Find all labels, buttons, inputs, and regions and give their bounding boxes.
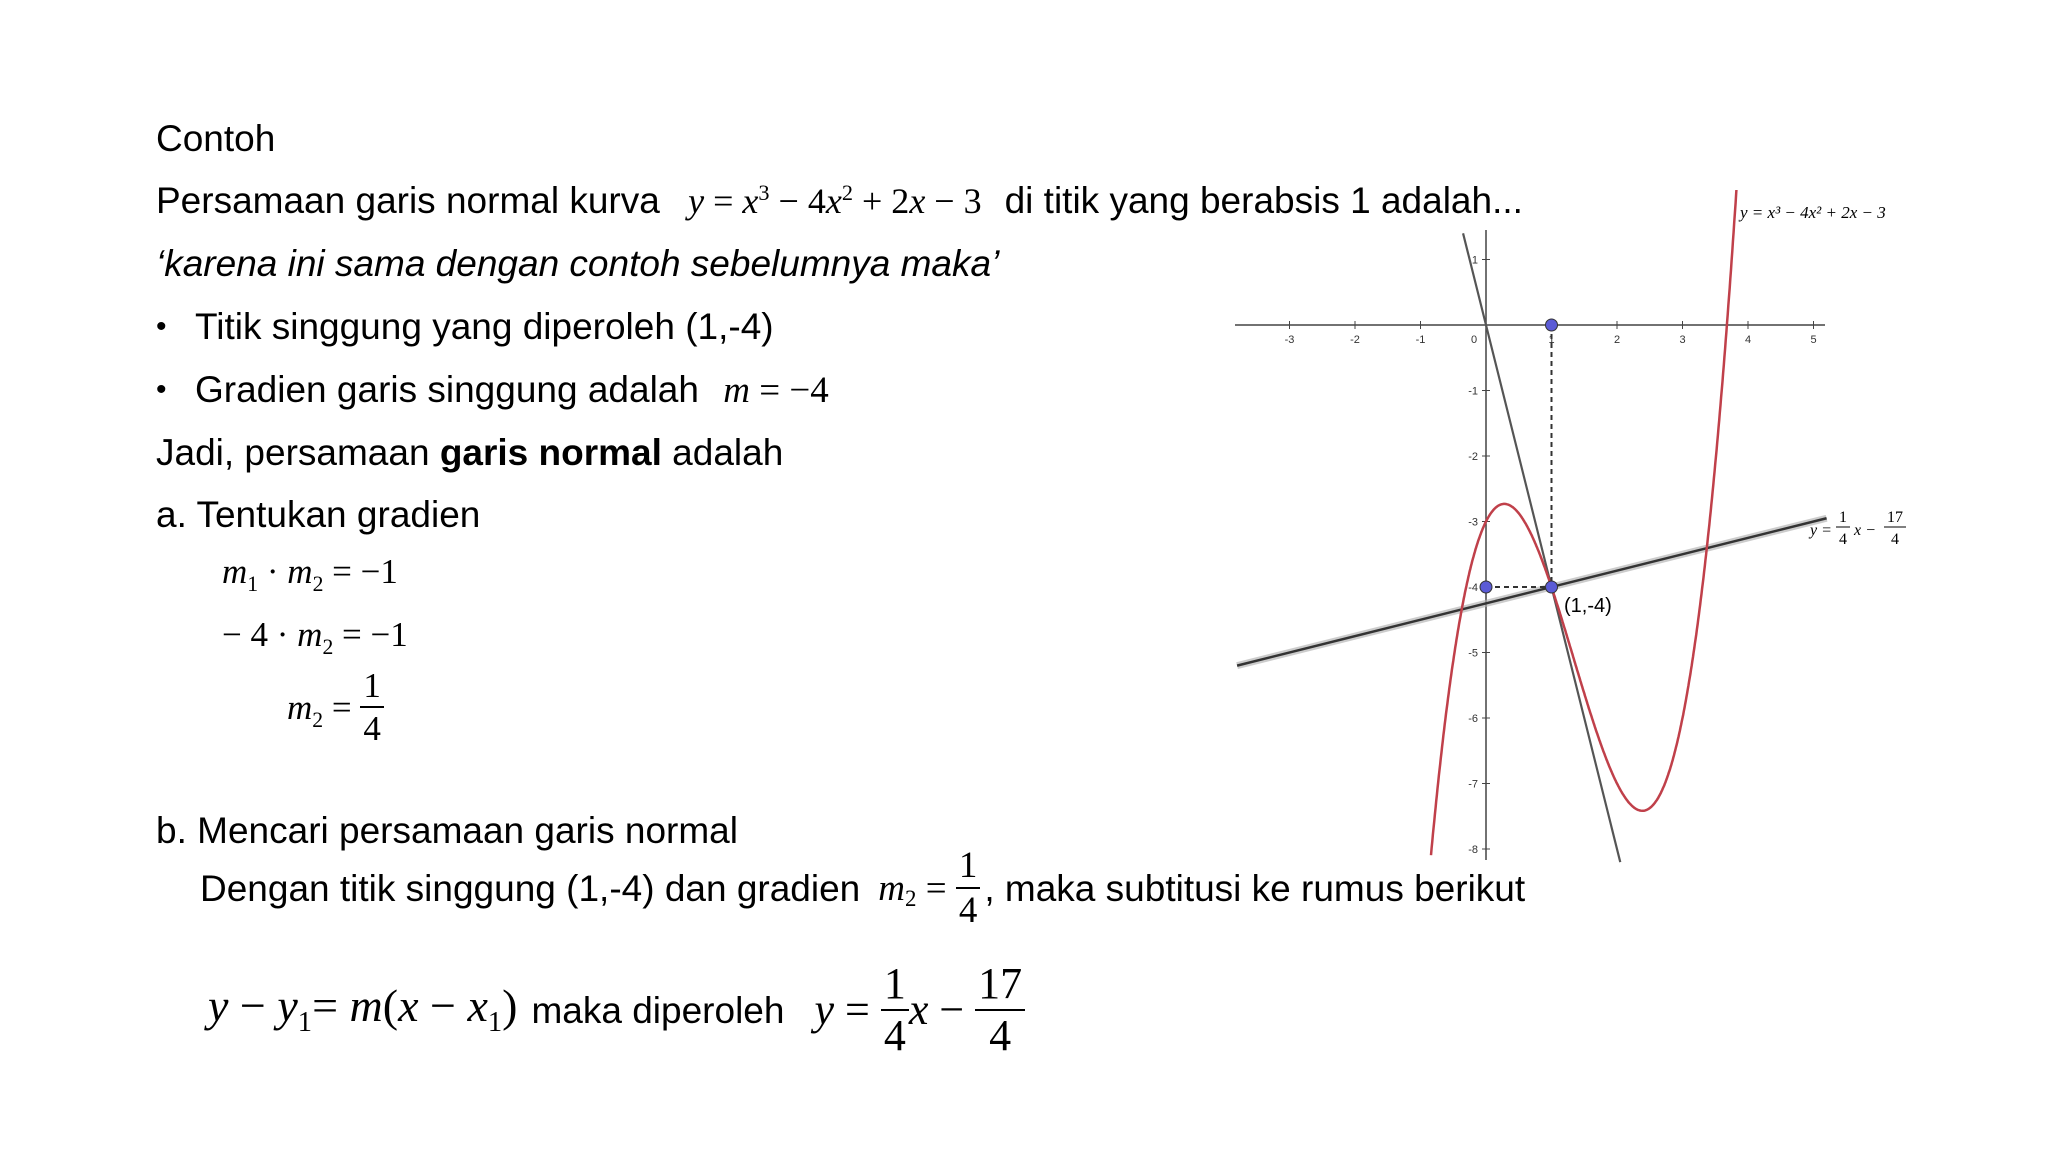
x-tick-label: 3 (1679, 334, 1686, 346)
b-fraction (956, 847, 981, 929)
graph-point (1546, 319, 1558, 331)
function-graph (1230, 190, 1930, 870)
r-eq: = (833, 985, 881, 1034)
y-tick-label: -7 (1468, 778, 1478, 791)
eq-term2: − 4 (769, 181, 826, 221)
line-label-x: x − (1854, 522, 1876, 539)
problem-prefix: Persamaan garis normal kurva (156, 180, 660, 221)
a1-rhs: = −1 (323, 552, 398, 591)
r-frac-1 (881, 959, 909, 1060)
eq-power-2: 2 (841, 180, 853, 205)
a2-rhs: = −1 (333, 615, 408, 654)
curve-label: y = x³ − 4x² + 2x − 3 (1740, 203, 1886, 222)
formula-line (208, 960, 1025, 1060)
a3-den: 4 (363, 709, 381, 748)
bullet-dot-2: • (156, 373, 167, 406)
a2-m: m (297, 615, 323, 654)
b-line-pre: Dengan titik singgung (1,-4) dan gradien (200, 867, 861, 909)
f-eq: = (312, 979, 350, 1031)
a3-eq: = (323, 687, 361, 727)
a3-fraction (360, 668, 384, 746)
conclusion-bold: garis normal (439, 432, 662, 473)
bullet-2 (195, 371, 829, 409)
x-tick-label: 2 (1613, 334, 1621, 346)
bullet-2-gradient (723, 370, 828, 411)
line-label-n1: 1 (1839, 509, 1847, 526)
b-m-sub: 2 (905, 886, 917, 912)
f-sub1: 1 (297, 1006, 313, 1038)
part-b-title: b. Mencari persamaan garis normal (156, 810, 738, 851)
eq-term3: + 2 (853, 181, 910, 221)
f-minus: − (418, 979, 468, 1031)
y-tick-label: -4 (1468, 582, 1478, 594)
x-tick-label: 4 (1744, 334, 1752, 346)
x-tick-label: -3 (1284, 334, 1295, 346)
y-tick-label: -8 (1468, 844, 1478, 856)
f-x: x (398, 979, 419, 1031)
heading: Contoh (156, 118, 276, 159)
f-mid: − (228, 979, 278, 1031)
f-m: m (349, 979, 383, 1031)
r-minus: − (928, 985, 976, 1034)
plot-layer (1237, 190, 1827, 862)
gradient-value: = −4 (749, 370, 829, 411)
eq-x3: x (909, 181, 926, 221)
graph-point (1546, 581, 1558, 593)
y-tick-label: -1 (1468, 385, 1478, 398)
point-label: (1,-4) (1564, 595, 1612, 617)
line-label-y: y = (1810, 522, 1832, 539)
a1-sub2: 2 (312, 572, 324, 596)
x-tick-label: -1 (1415, 334, 1426, 346)
a2-sub: 2 (322, 635, 334, 659)
part-a-line-2 (222, 617, 408, 659)
a1-dot: · (258, 552, 288, 591)
part-a-line-1 (222, 554, 398, 596)
r-n2: 17 (975, 962, 1025, 1011)
bullet-1: Titik singgung yang diperoleh (1,-4) (195, 306, 774, 347)
b-den: 4 (958, 890, 978, 931)
y-tick-label: -5 (1468, 647, 1478, 660)
y-tick-label: -6 (1468, 713, 1478, 725)
a1-sub1: 1 (247, 572, 259, 596)
b-gradient (878, 847, 980, 929)
bullet-2-text: Gradien garis singgung adalah (195, 369, 699, 410)
formula-middle-text: maka diperoleh (531, 989, 785, 1031)
x-tick-label: 1 (1548, 334, 1555, 346)
a3-m: m (287, 687, 313, 727)
graph-point (1480, 581, 1492, 593)
x-tick-label: 5 (1810, 334, 1817, 346)
part-a-title: a. Tentukan gradien (156, 494, 481, 535)
a3-num: 1 (360, 668, 384, 708)
f-x1: x (467, 979, 488, 1031)
gradient-m: m (723, 370, 750, 411)
line-label-d2: 4 (1891, 531, 1899, 548)
y-tick-label: 1 (1471, 254, 1478, 267)
part-a-line-3 (287, 668, 384, 746)
b-line-post: , maka subtitusi ke rumus berikut (984, 867, 1526, 909)
note: ‘karena ini sama dengan contoh sebelumnya maka’ (156, 243, 1000, 284)
f-sub2: 1 (487, 1006, 503, 1038)
y-tick-label: -3 (1468, 516, 1478, 529)
f-close: ) (502, 979, 518, 1031)
eq-power-3: 3 (758, 180, 770, 205)
conclusion-post: adalah (661, 432, 784, 473)
conclusion (156, 434, 783, 471)
a1-m2: m (287, 552, 313, 591)
a3-sub: 2 (312, 708, 324, 733)
r-n1: 1 (881, 962, 909, 1011)
conclusion-pre: Jadi, persamaan (156, 432, 440, 473)
f-open: ( (382, 979, 399, 1031)
f-y1: y (277, 979, 298, 1031)
r-frac-2 (975, 959, 1025, 1060)
axes-layer (1235, 230, 1825, 860)
a2-lhs: − 4 · (222, 615, 298, 654)
eq-term4: − 3 (925, 181, 982, 221)
f-y: y (208, 979, 229, 1031)
normal-line (1237, 518, 1827, 665)
b-m: m (878, 867, 905, 909)
r-d2: 4 (989, 1011, 1012, 1060)
point-slope-formula (208, 979, 518, 1038)
bullet-dot-1: • (156, 310, 167, 343)
line-label-d1: 4 (1839, 531, 1847, 548)
r-x: x (908, 985, 929, 1034)
b-eq: = (916, 867, 956, 909)
eq-equals: = (704, 181, 743, 221)
r-y: y (814, 985, 834, 1034)
y-tick-label: -2 (1468, 451, 1478, 463)
x-tick-label: -2 (1350, 334, 1360, 346)
x-tick-label: 0 (1470, 334, 1478, 346)
problem-suffix: di titik yang berabsis 1 adalah... (1004, 180, 1523, 221)
eq-x1: x (742, 181, 759, 221)
eq-y: y (688, 181, 705, 221)
r-d1: 4 (883, 1011, 906, 1060)
line-label (1808, 509, 1906, 548)
eq-x2: x (825, 181, 842, 221)
a1-m1: m (222, 552, 248, 591)
b-num: 1 (956, 847, 981, 889)
result-equation (814, 959, 1025, 1060)
problem-equation (688, 181, 991, 221)
line-label-n2: 17 (1887, 509, 1903, 526)
